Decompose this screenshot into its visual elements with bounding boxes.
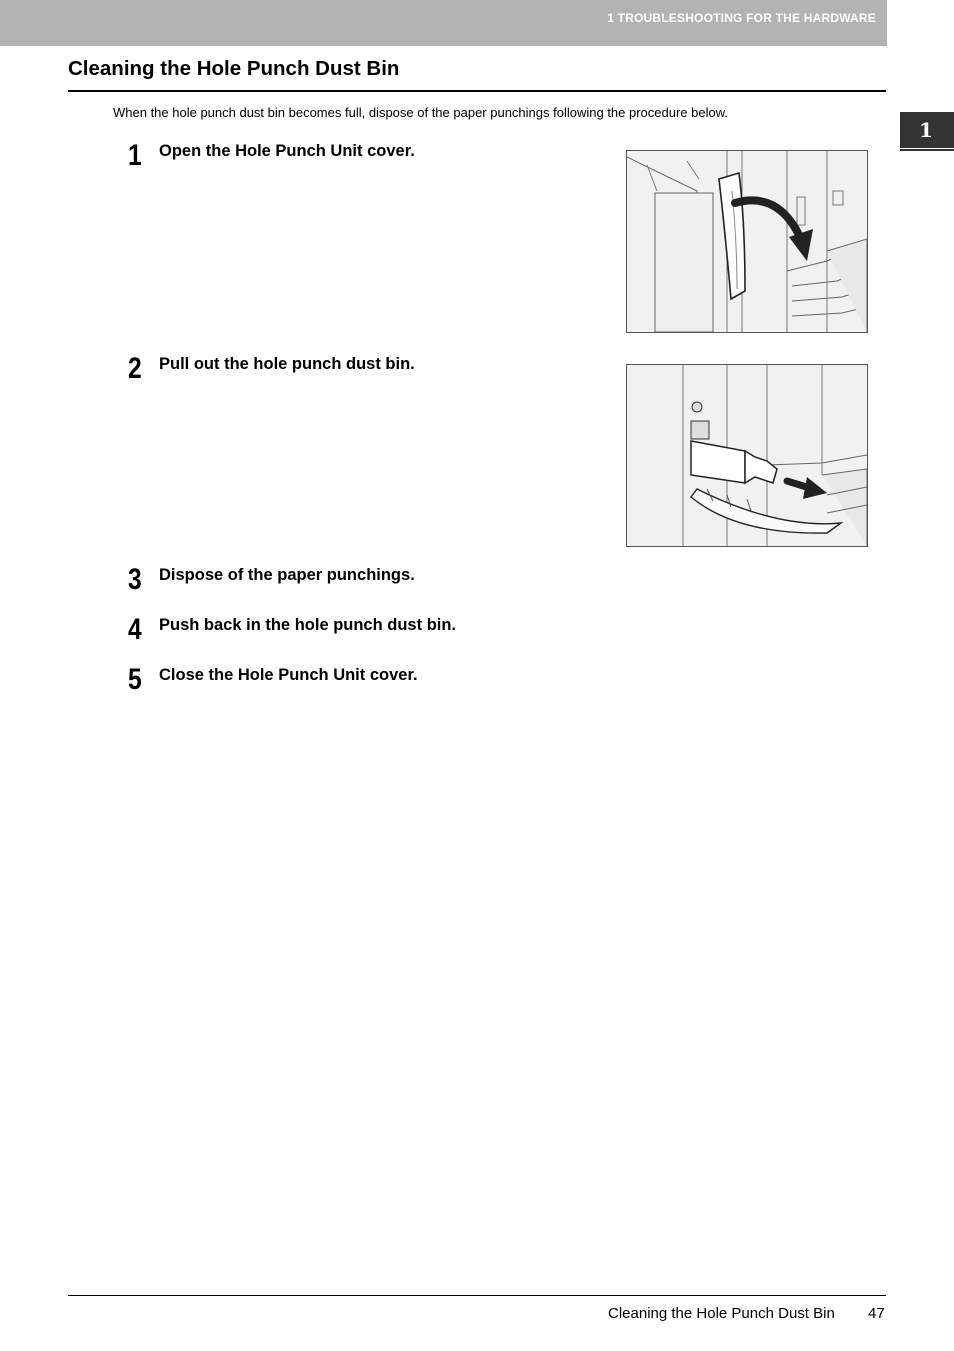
page-number: 47 (868, 1305, 885, 1322)
intro-text: When the hole punch dust bin becomes full, dispose of the paper punchings following the procedure below. (113, 105, 729, 120)
figure-open-cover (626, 150, 868, 333)
title-divider (68, 90, 886, 92)
chapter-tab[interactable]: 1 (900, 112, 954, 148)
step-text: Open the Hole Punch Unit cover. (159, 142, 415, 160)
step-number: 2 (128, 352, 142, 385)
step-text: Push back in the hole punch dust bin. (159, 616, 457, 634)
step-number: 5 (128, 663, 142, 696)
figure-pull-out-bin (626, 364, 868, 547)
step-number: 3 (128, 563, 142, 596)
footer-title: Cleaning the Hole Punch Dust Bin (608, 1305, 835, 1322)
step-text: Close the Hole Punch Unit cover. (159, 666, 418, 684)
step-text: Dispose of the paper punchings. (159, 566, 415, 584)
header-bar (0, 0, 887, 46)
chapter-title: 1 TROUBLESHOOTING FOR THE HARDWARE (607, 11, 876, 25)
printer-cover-illustration (627, 151, 867, 332)
step-number: 4 (128, 613, 142, 646)
page-title: Cleaning the Hole Punch Dust Bin (68, 57, 400, 80)
step-number: 1 (128, 139, 142, 172)
footer-divider (68, 1295, 886, 1296)
dust-bin-illustration (627, 365, 867, 546)
step-text: Pull out the hole punch dust bin. (159, 355, 415, 373)
